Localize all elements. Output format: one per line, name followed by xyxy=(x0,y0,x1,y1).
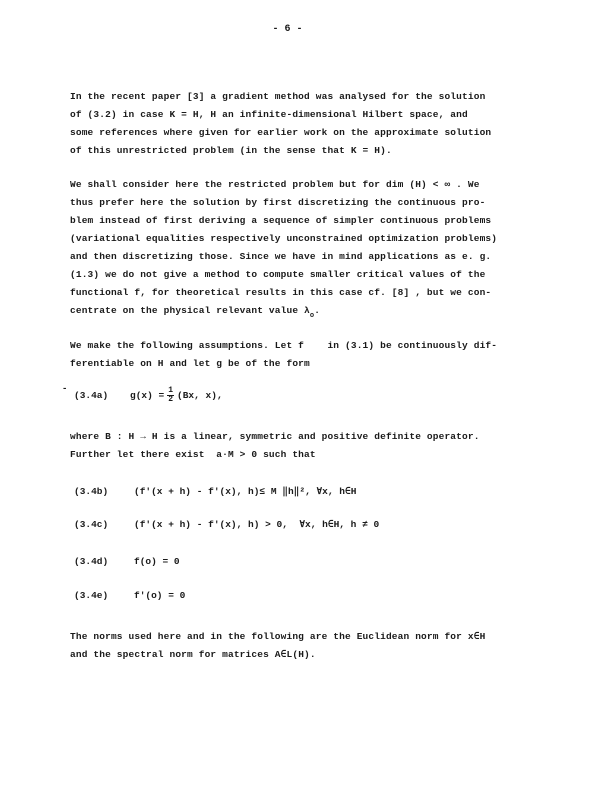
equation-3-4d-label: (3.4d) xyxy=(74,556,109,567)
lambda-subscript: o xyxy=(309,312,315,320)
equation-3-4d: f(o) = 0 xyxy=(134,556,180,567)
equation-3-4a xyxy=(130,384,223,408)
page-number: - 6 - xyxy=(272,24,303,35)
fraction-numerator: 1 xyxy=(168,385,174,395)
paragraph-2-end: . xyxy=(314,305,321,316)
fraction-denominator: 2 xyxy=(168,394,174,404)
fraction xyxy=(167,387,174,404)
paragraph-2-line: thus prefer here the solution by first discretizing the continuous pro- xyxy=(70,197,486,208)
equation-3-4e: f'(o) = 0 xyxy=(134,590,186,601)
paragraph-2-line: (1.3) we do not give a method to compute smaller critical values of the xyxy=(70,269,486,280)
equation-3-4a-lhs: g(x) = xyxy=(130,390,165,401)
paragraph-3-line: We make the following assumptions. Let f in (3.1) be continuously dif- xyxy=(70,340,498,351)
paragraph-2-line: and then discretizing those. Since we have in mind applications as e. g. xyxy=(70,251,492,262)
equation-3-4a-label: (3.4a) xyxy=(74,390,109,401)
paragraph-2-line: (variational equalities respectively unconstrained optimization problems) xyxy=(70,233,498,244)
paragraph-2-line: blem instead of first deriving a sequence of simpler continuous problems xyxy=(70,215,492,226)
paragraph-3-line: ferentiable on H and let g be of the form xyxy=(70,358,310,369)
paragraph-5-line: and the spectral norm for matrices A∈L(H). xyxy=(70,649,316,660)
paragraph-5-line: The norms used here and in the following are the Euclidean norm for x∈H xyxy=(70,631,486,642)
margin-mark: - xyxy=(62,384,68,394)
paragraph-1-line: In the recent paper [3] a gradient method was analysed for the solution xyxy=(70,91,486,102)
paragraph-2-last-line xyxy=(70,305,320,318)
paragraph-2-line: functional f, for theoretical results in this case cf. [8] , but we con- xyxy=(70,287,492,298)
paragraph-1-line: some references where given for earlier work on the approximate solution xyxy=(70,127,492,138)
equation-3-4e-label: (3.4e) xyxy=(74,590,109,601)
paragraph-2-line: We shall consider here the restricted problem but for dim (H) < ∞ . We xyxy=(70,179,480,190)
equation-3-4c-label: (3.4c) xyxy=(74,519,109,530)
paragraph-4-line: Further let there exist a·M > 0 such that xyxy=(70,449,316,460)
equation-3-4b-label: (3.4b) xyxy=(74,486,109,497)
paragraph-4-line: where B : H → H is a linear, symmetric and positive definite operator. xyxy=(70,431,480,442)
equation-3-4c: (f'(x + h) - f'(x), h) > 0, ∀x, h∈H, h ≠ 0 xyxy=(134,519,380,530)
paragraph-1-line: of this unrestricted problem (in the sense that K = H). xyxy=(70,145,392,156)
paragraph-2-line-text: centrate on the physical relevant value λ xyxy=(70,305,310,316)
equation-3-4b: (f'(x + h) - f'(x), h)≤ M ‖h‖², ∀x, h∈H xyxy=(134,486,357,497)
paragraph-1-line: of (3.2) in case K = H, H an infinite-dimensional Hilbert space, and xyxy=(70,109,468,120)
equation-3-4a-rhs: (Bx, x), xyxy=(177,390,223,401)
